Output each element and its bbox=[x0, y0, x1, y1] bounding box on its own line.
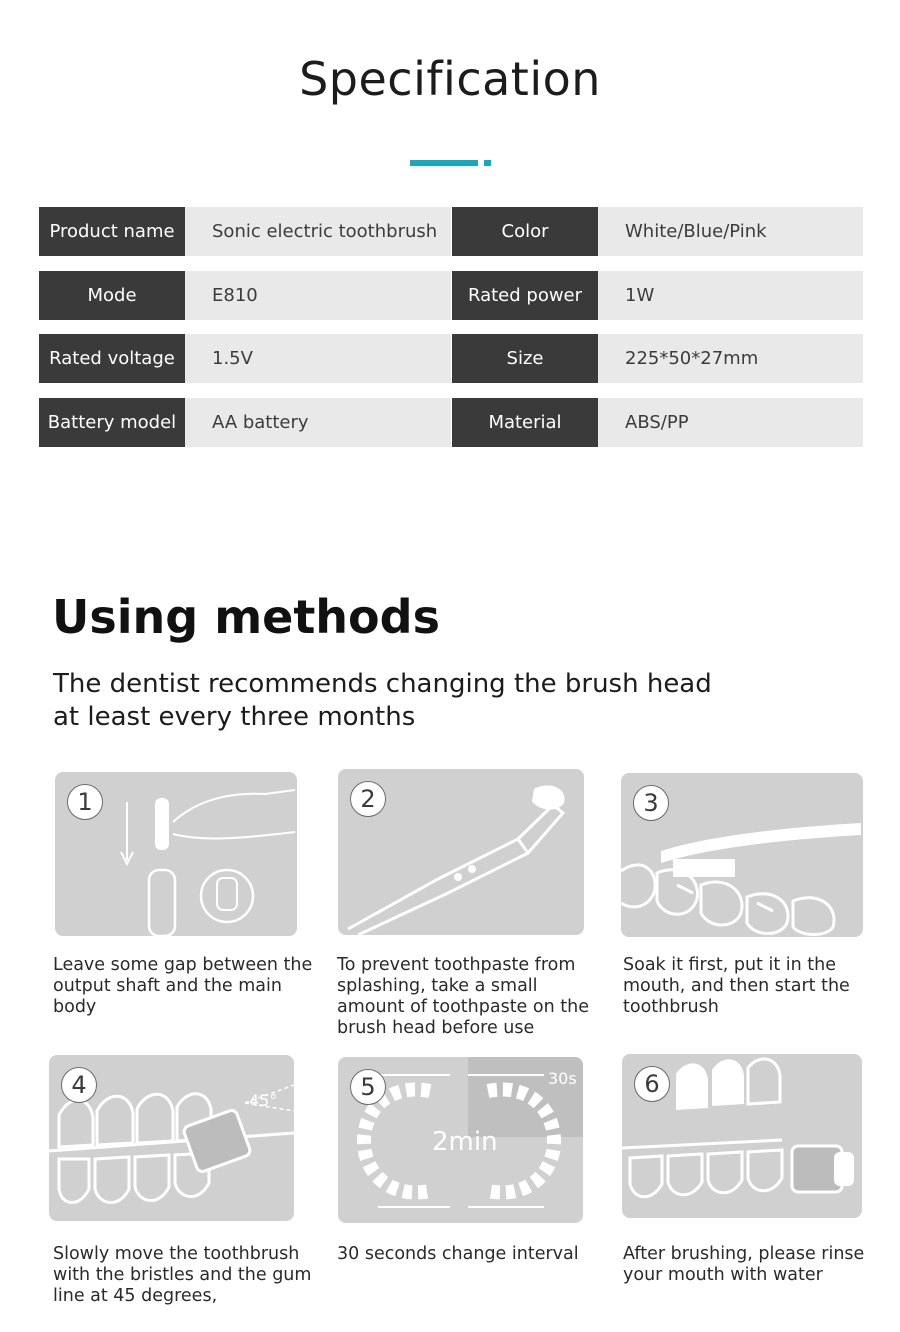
spec-value: AA battery bbox=[185, 398, 451, 447]
step-2-image bbox=[338, 769, 584, 935]
spec-label: Battery model bbox=[39, 398, 185, 447]
step-number-badge: 2 bbox=[350, 781, 386, 817]
recommendation-text bbox=[53, 668, 773, 734]
step-number-badge: 6 bbox=[634, 1066, 670, 1102]
spec-value: E810 bbox=[185, 271, 451, 320]
spec-label: Rated power bbox=[452, 271, 598, 320]
step-1-image bbox=[55, 772, 297, 936]
step-4-text: Slowly move the toothbrush with the bristles and the gum line at 45 degrees, bbox=[53, 1244, 312, 1306]
spec-row bbox=[39, 207, 863, 256]
recommendation-line-2: at least every three months bbox=[53, 702, 416, 732]
spec-row bbox=[39, 271, 863, 320]
spec-value: 1W bbox=[598, 271, 863, 320]
accent-dot bbox=[484, 160, 491, 166]
step-2-text: To prevent toothpaste from splashing, take a small amount of toothpaste on the brush head before use bbox=[337, 955, 589, 1038]
step-1-text: Leave some gap between the output shaft and the main body bbox=[53, 955, 313, 1017]
spec-label: Size bbox=[452, 334, 598, 383]
step-5-image bbox=[338, 1057, 583, 1223]
spec-label: Rated voltage bbox=[39, 334, 185, 383]
step-4-image bbox=[49, 1055, 294, 1221]
step-3-image bbox=[621, 773, 863, 937]
spec-value: White/Blue/Pink bbox=[598, 207, 863, 256]
spec-value: 225*50*27mm bbox=[598, 334, 863, 383]
spec-title: Specification bbox=[299, 52, 601, 106]
spec-label: Color bbox=[452, 207, 598, 256]
step-number-badge: 3 bbox=[633, 785, 669, 821]
using-methods-title: Using methods bbox=[52, 590, 440, 644]
spec-value: 1.5V bbox=[185, 334, 451, 383]
spec-row bbox=[39, 398, 863, 447]
step-number-badge: 5 bbox=[350, 1069, 386, 1105]
spec-row bbox=[39, 334, 863, 383]
spec-value: ABS/PP bbox=[598, 398, 863, 447]
spec-label: Material bbox=[452, 398, 598, 447]
angle-label: 45° bbox=[249, 1091, 278, 1110]
accent-bar bbox=[410, 160, 478, 166]
spec-label: Product name bbox=[39, 207, 185, 256]
interval-label: 30s bbox=[548, 1069, 577, 1088]
step-6-text: After brushing, please rinse your mouth with water bbox=[623, 1244, 865, 1285]
spec-value: Sonic electric toothbrush bbox=[185, 207, 451, 256]
step-number-badge: 4 bbox=[61, 1067, 97, 1103]
step-6-image bbox=[622, 1054, 862, 1218]
duration-label: 2min bbox=[432, 1127, 498, 1157]
recommendation-line-1: The dentist recommends changing the brush head bbox=[53, 669, 712, 699]
step-number-badge: 1 bbox=[67, 784, 103, 820]
spec-label: Mode bbox=[39, 271, 185, 320]
step-3-text: Soak it first, put it in the mouth, and then start the toothbrush bbox=[623, 955, 850, 1017]
step-5-text: 30 seconds change interval bbox=[337, 1244, 579, 1264]
